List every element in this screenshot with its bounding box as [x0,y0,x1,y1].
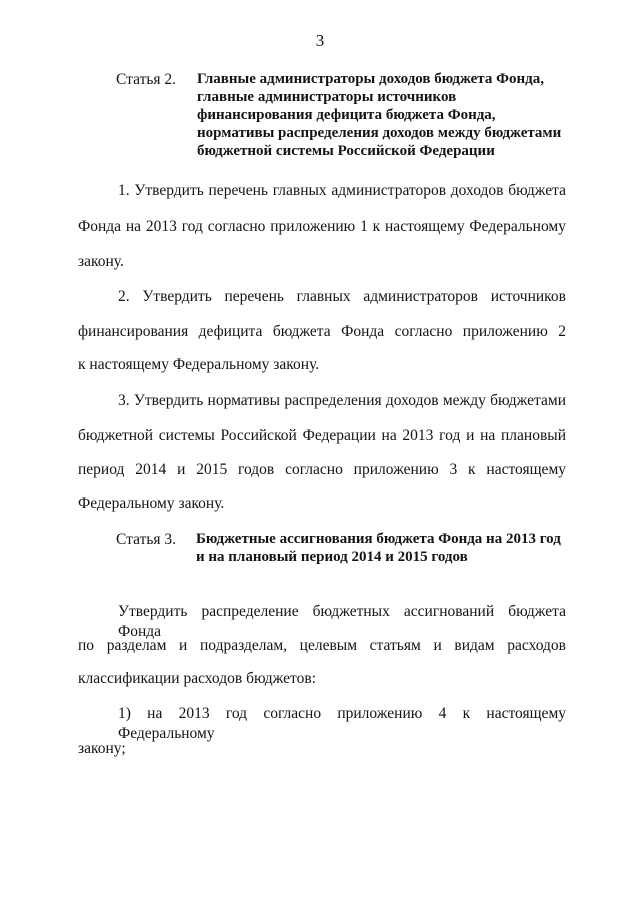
page-number: 3 [315,31,325,50]
paragraph-3-line: бюджетной системы Российской Федерации на 2013 год и на плановый [78,427,566,444]
paragraph-4-line: по разделам и подразделам, целевым статьям и видам расходов [78,637,566,654]
article-3-number: Статья 3. [116,531,177,548]
article-2-title-line: главные администраторы источников [197,89,457,105]
paragraph-4-line: Утвердить распределение бюджетных ассигнований бюджета Фонда [118,603,566,640]
paragraph-3-line: 3. Утвердить нормативы распределения доходов между бюджетами [118,392,566,409]
paragraph-1-line: закону. [78,253,124,270]
paragraph-2-line: финансирования дефицита бюджета Фонда согласно приложению 2 [78,323,566,340]
article-3-title [196,530,561,566]
paragraph-4-line: классификации расходов бюджетов: [78,670,316,687]
paragraph-1-line: 1. Утвердить перечень главных администраторов доходов бюджета [118,182,566,199]
article-2-title-line: нормативы распределения доходов между бюджетами [197,125,562,141]
article-2-title [197,70,561,160]
paragraph-2-line: к настоящему Федеральному закону. [78,356,320,373]
paragraph-1-line: Фонда на 2013 год согласно приложению 1 к настоящему Федеральному [78,218,566,235]
paragraph-5-line: закону; [78,740,126,757]
article-2-title-line: Главные администраторы доходов бюджета Фонда, [197,71,544,87]
article-2-number: Статья 2. [116,71,177,88]
article-3-title-line: Бюджетные ассигнования бюджета Фонда на 2013 год [196,531,561,547]
paragraph-5-line: 1) на 2013 год согласно приложению 4 к настоящему Федеральному [118,705,566,742]
paragraph-3-line: Федеральному закону. [78,495,225,512]
article-3-title-line: и на плановый период 2014 и 2015 годов [196,549,468,565]
article-2-title-line: бюджетной системы Российской Федерации [197,143,495,159]
paragraph-2-line: 2. Утвердить перечень главных администраторов источников [118,288,566,305]
paragraph-3-line: период 2014 и 2015 годов согласно приложению 3 к настоящему [78,461,566,478]
article-2-title-line: финансирования дефицита бюджета Фонда, [197,107,496,123]
